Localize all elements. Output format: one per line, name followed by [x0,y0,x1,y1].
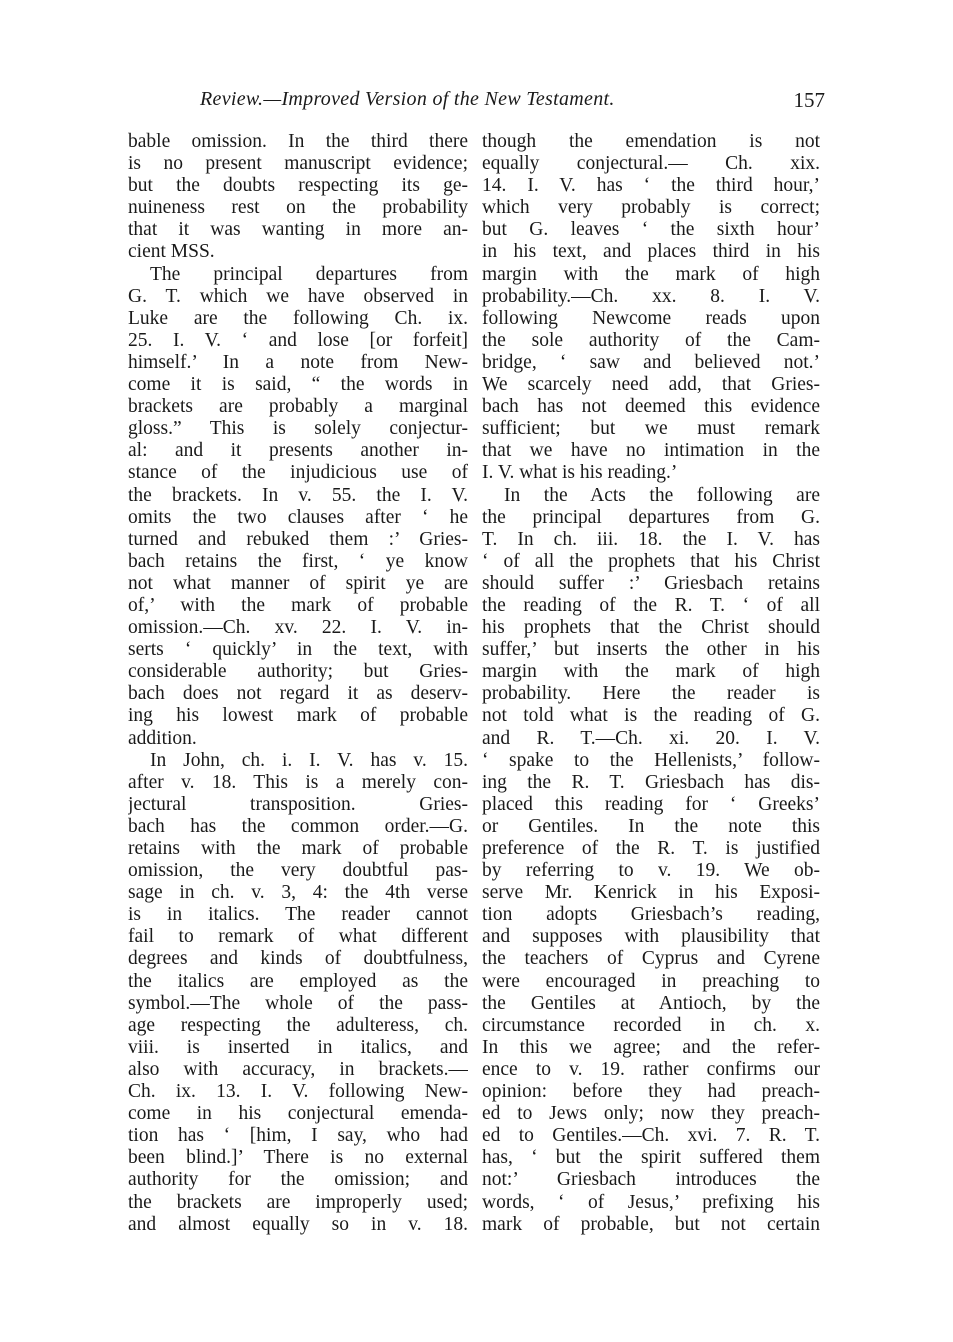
right-column [482,131,820,1236]
text-line: is no present manuscript evidence; [128,153,468,175]
text-line: gloss.” This is solely conjectur- [128,418,468,440]
text-line: not told what is the reading of G. [482,705,820,727]
text-line: 14. I. V. has ‘ the third hour,’ [482,175,820,197]
text-line: not what manner of spirit ye are [128,572,468,594]
text-line: fail to remark of what different [128,926,468,948]
text-line: ed to Gentiles.—Ch. xvi. 7. R. T. [482,1125,820,1147]
text-line: were encouraged in preaching to [482,970,820,992]
text-line: margin with the mark of high [482,661,820,683]
text-line: I. V. what is his reading.’ [482,462,678,484]
text-line: ‘ spake to the Hellenists,’ follow- [482,749,820,771]
text-line: ing the R. T. Griesbach has dis- [482,771,820,793]
text-line: cient MSS. [128,241,215,263]
text-line: sufficient; but we must remark [482,418,820,440]
text-line: should suffer :’ Griesbach retains [482,572,820,594]
text-line: stance of the injudicious use of [128,462,468,484]
text-line: which very probably is correct; [482,197,820,219]
text-line: turned and rebuked them :’ Gries- [128,528,468,550]
text-line: himself.’ In a note from New- [128,351,468,373]
text-line: circumstance recorded in ch. x. [482,1014,820,1036]
text-line: of,’ with the mark of probable [128,594,468,616]
text-line: symbol.—The whole of the pass- [128,992,468,1014]
text-line: sage in ch. v. 3, 4: the 4th verse [128,882,468,904]
text-line: bach has not deemed this evidence [482,396,820,418]
text-line: preference of the R. T. is justified [482,838,820,859]
text-line: the principal departures from G. [482,506,820,528]
text-line: al: and it presents another in- [128,440,468,462]
text-line: following Newcome reads upon [482,307,820,329]
text-line: nuineness rest on the probability [128,197,468,219]
text-line: words, ‘ of Jesus,’ prefixing his [482,1191,820,1213]
text-line: margin with the mark of high [482,263,820,285]
text-line: probability.—Ch. xx. 8. I. V. [482,285,820,307]
text-line: though the emendation is not [482,131,820,152]
text-line: We scarcely need add, that Gries- [482,374,820,396]
left-column [128,131,468,1236]
text-line: come it is said, “ the words in [128,374,468,396]
text-line: and supposes with plausibility that [482,926,820,948]
text-line: after v. 18. This is a merely con- [128,771,468,793]
text-line: brackets are probably a marginal [128,396,468,418]
text-line: In John, ch. i. I. V. has v. 15. [150,749,468,771]
text-line: viii. is inserted in italics, and [128,1036,468,1058]
text-line: serts ‘ quickly’ in the text, with [128,639,468,661]
text-line: is in italics. The reader cannot [128,904,468,926]
text-line: and almost equally so in v. 18. [128,1213,468,1235]
text-line: opinion: before they had preach- [482,1081,820,1103]
text-line: the sole authority of the Cam- [482,329,820,351]
text-line: degrees and kinds of doubtfulness, [128,948,468,970]
text-line: also with accuracy, in brackets.— [128,1058,468,1080]
text-line: mark of probable, but not certain [482,1213,820,1235]
text-line: been blind.]’ There is no external [128,1147,468,1169]
text-line: omission.—Ch. xv. 22. I. V. in- [128,617,468,639]
text-line: age respecting the adulteress, ch. [128,1014,468,1036]
text-line: equally conjectural.— Ch. xix. [482,153,820,175]
text-line: but G. leaves ‘ the sixth hour’ [482,219,820,241]
text-line: by referring to v. 19. We ob- [482,860,820,882]
text-line: his prophets that the Christ should [482,617,820,639]
text-line: T. In ch. iii. 18. the I. V. has [482,528,820,550]
text-line: the italics are employed as the [128,970,468,992]
text-line: the brackets are improperly used; [128,1191,468,1213]
text-line: G. T. which we have observed in [128,285,468,307]
text-line: bridge, ‘ saw and believed not.’ [482,351,820,373]
text-line: ing his lowest mark of probable [128,705,468,727]
text-line: bable omission. In the third there [128,131,468,152]
text-line: tion adopts Griesbach’s reading, [482,904,820,926]
text-line: omission, the very doubtful pas- [128,860,468,882]
text-line: In the Acts the following are [504,484,820,506]
text-line: Ch. ix. 13. I. V. following New- [128,1081,468,1103]
text-line: tion has ‘ [him, I say, who had [128,1125,468,1147]
text-line: has, ‘ but the spirit suffered them [482,1147,820,1169]
text-line: In this we agree; and the refer- [482,1036,820,1058]
text-line: serve Mr. Kenrick in his Exposi- [482,882,820,904]
page-number: 157 [793,88,825,112]
text-line: bach does not regard it as deserv- [128,683,468,705]
text-line: or Gentiles. In the note this [482,815,820,837]
text-line: ‘ of all the prophets that his Christ [482,550,820,572]
text-line: that we have no intimation in the [482,440,820,462]
page-header [200,88,825,118]
text-line: bach has the common order.—G. [128,815,468,837]
text-line: omits the two clauses after ‘ he [128,506,468,528]
running-title: Review.—Improved Version of the New Testament. [200,88,615,110]
text-line: but the doubts respecting its ge- [128,175,468,197]
text-line: and R. T.—Ch. xi. 20. I. V. [482,727,820,749]
text-line: jectural transposition. Gries- [128,793,468,815]
text-line: come in his conjectural emenda- [128,1103,468,1125]
text-line: bach retains the first, ‘ ye know [128,550,468,572]
text-line: probability. Here the reader is [482,683,820,705]
text-line: ence to v. 19. rather confirms our [482,1058,820,1080]
text-line: Luke are the following Ch. ix. [128,307,468,329]
text-line: addition. [128,727,197,749]
text-line: the brackets. In v. 55. the I. V. [128,484,468,506]
text-line: not:’ Griesbach introduces the [482,1169,820,1191]
text-line: the teachers of Cyprus and Cyrene [482,948,820,970]
text-line: placed this reading for ‘ Greeks’ [482,793,820,815]
text-line: retains with the mark of probable [128,838,468,859]
text-line: that it was wanting in more an- [128,219,468,241]
text-line: the Gentiles at Antioch, by the [482,992,820,1014]
text-line: authority for the omission; and [128,1169,468,1191]
text-line: 25. I. V. ‘ and lose [or forfeit] [128,329,468,351]
text-line: ed to Jews only; now they preach- [482,1103,820,1125]
text-line: in his text, and places third in his [482,241,820,263]
text-line: The principal departures from [150,263,468,285]
text-line: suffer,’ but inserts the other in his [482,639,820,661]
text-line: the reading of the R. T. ‘ of all [482,594,820,616]
text-line: considerable authority; but Gries- [128,661,468,683]
